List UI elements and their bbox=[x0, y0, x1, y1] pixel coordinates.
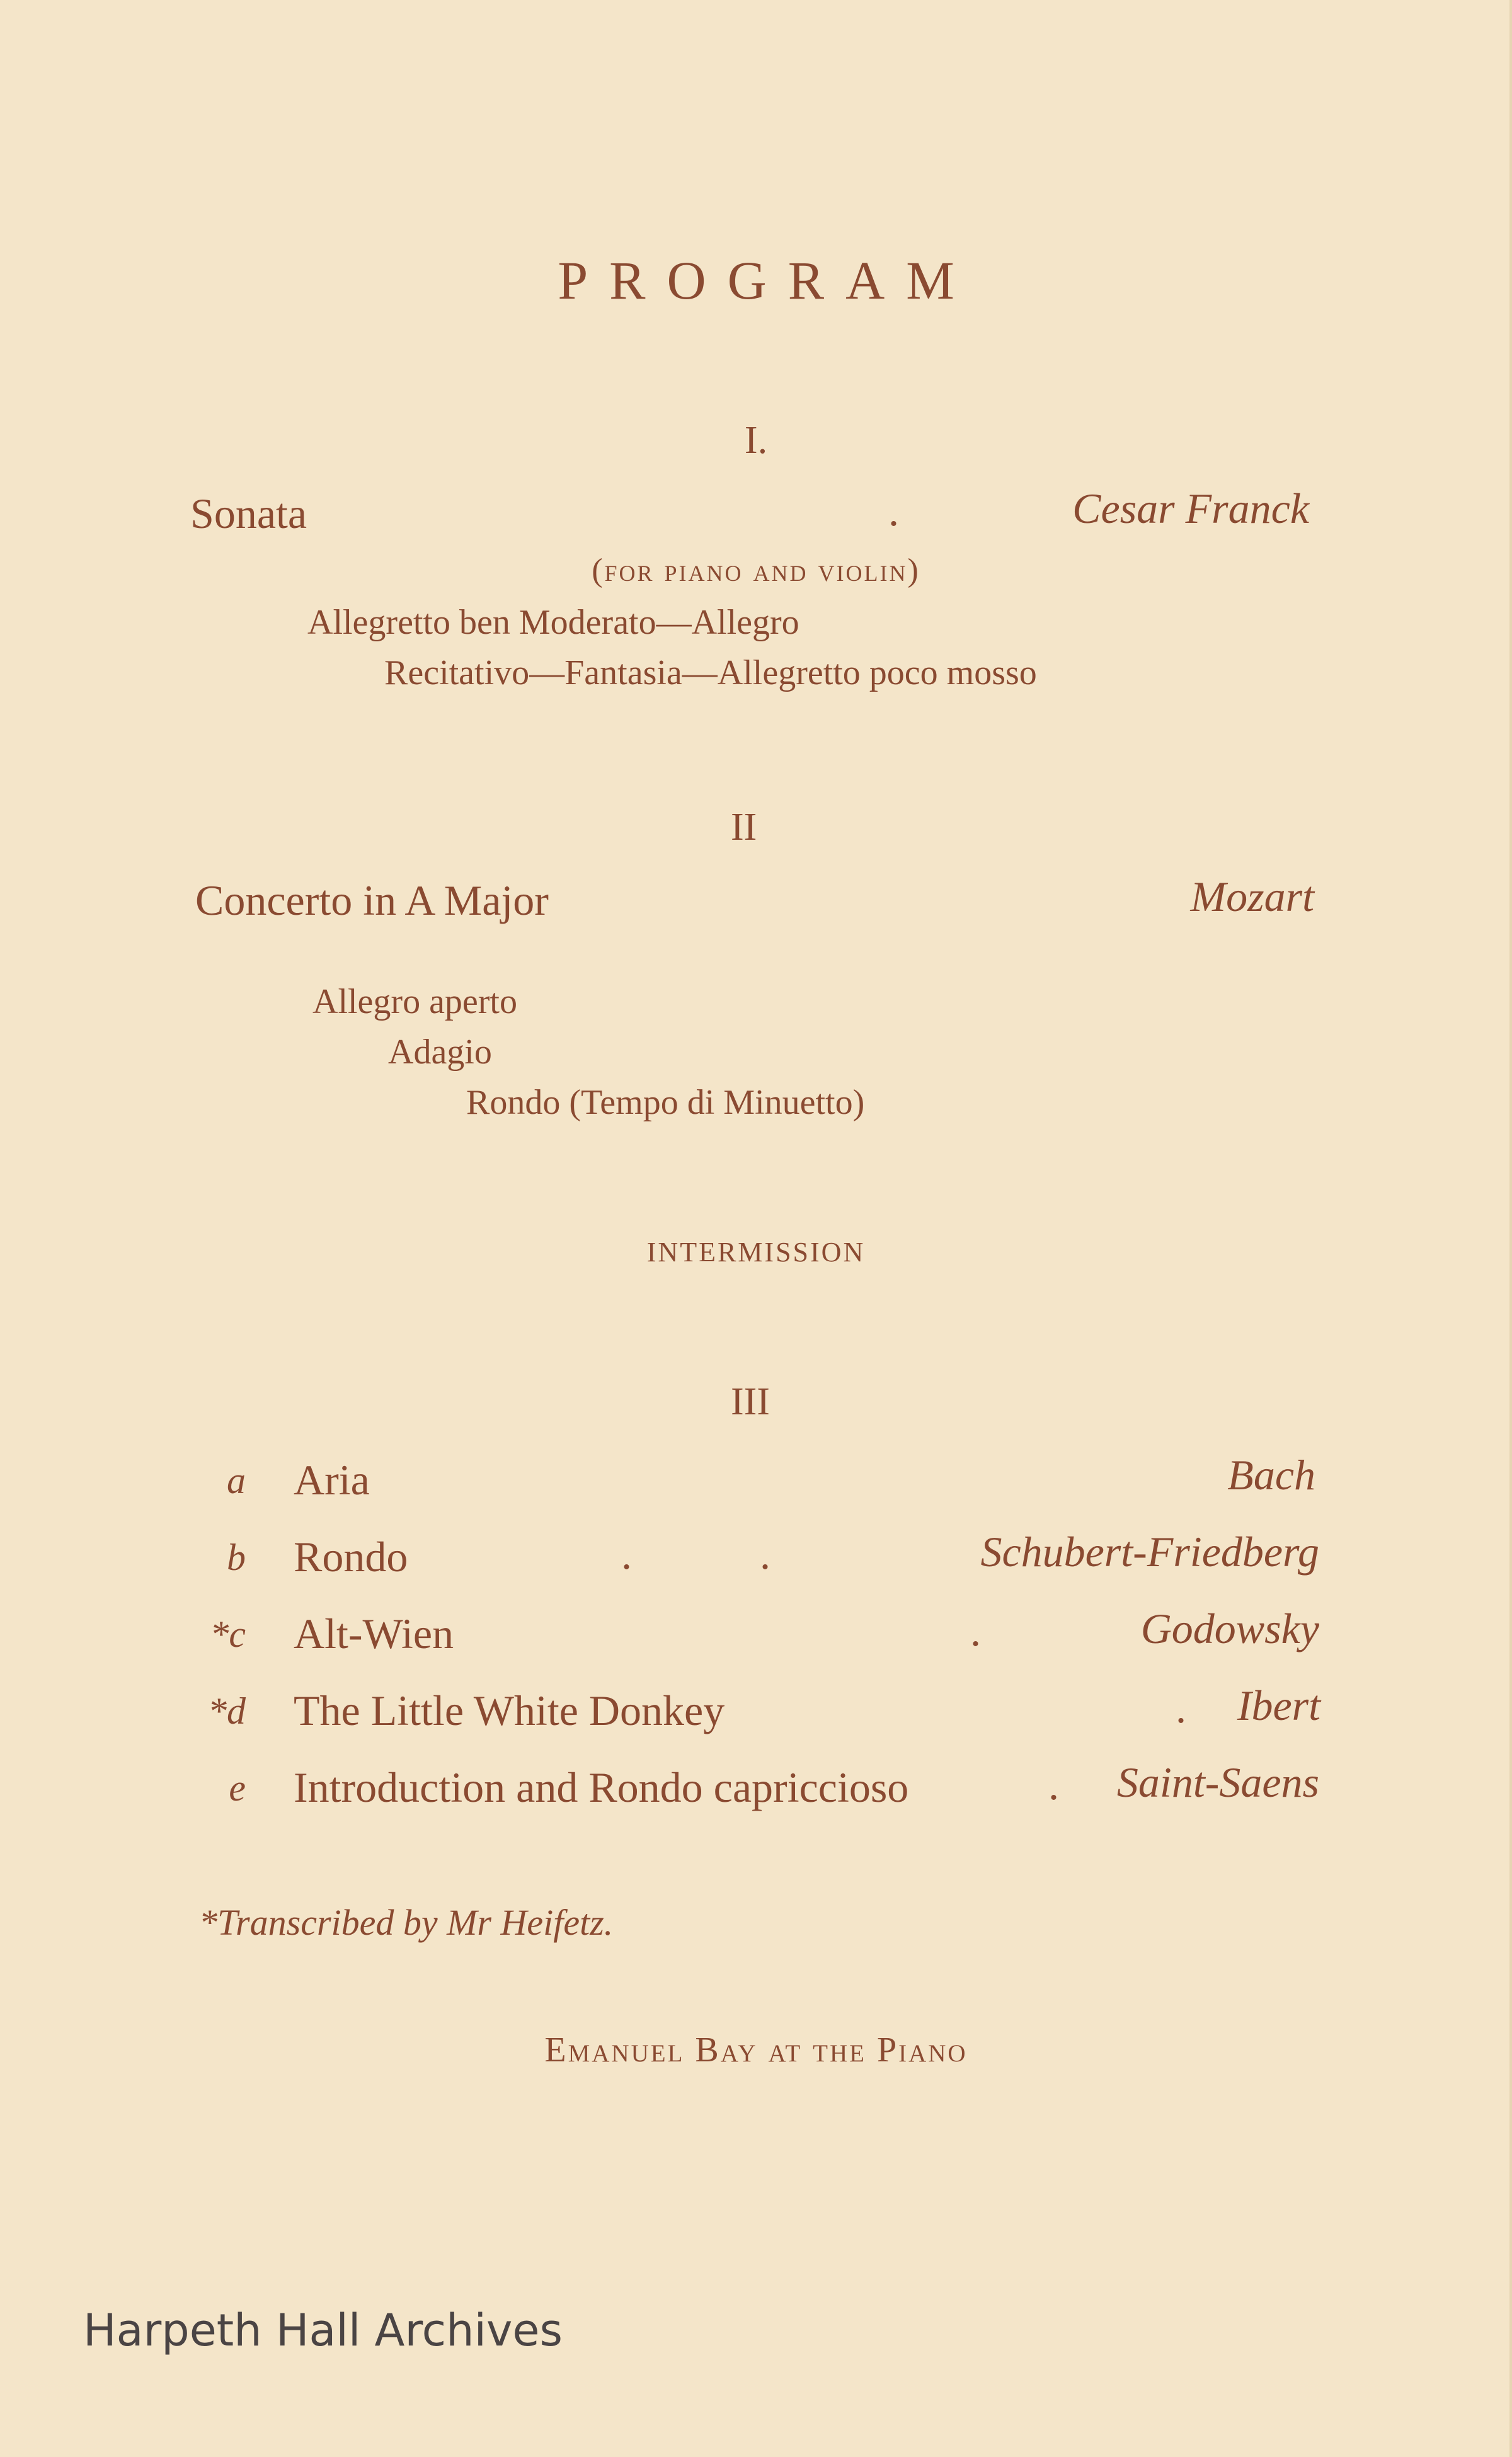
part-2-movement-1: Allegro aperto bbox=[312, 982, 517, 1021]
part-2-movement-3: Rondo (Tempo di Minuetto) bbox=[466, 1083, 865, 1122]
leader-dot: . bbox=[760, 1530, 770, 1578]
leader-dot: . bbox=[970, 1607, 981, 1655]
part-1-movement-1: Allegretto ben Moderato—Allegro bbox=[307, 603, 799, 642]
item-work-d: The Little White Donkey bbox=[294, 1687, 725, 1734]
item-work-a: Aria bbox=[294, 1456, 370, 1504]
leader-dot: . bbox=[1048, 1761, 1059, 1809]
item-letter-e: e bbox=[229, 1767, 246, 1809]
item-letter-b: b bbox=[227, 1537, 246, 1578]
item-composer-e: Saint-Saens bbox=[1116, 1758, 1319, 1806]
archive-watermark: Harpeth Hall Archives bbox=[83, 2305, 563, 2356]
item-letter-a: a bbox=[227, 1460, 246, 1501]
item-composer-d: Ibert bbox=[1237, 1681, 1320, 1729]
part-3-numeral: III bbox=[731, 1380, 770, 1423]
part-2-work: Concerto in A Major bbox=[195, 876, 549, 924]
footnote: *Transcribed by Mr Heifetz. bbox=[199, 1902, 614, 1943]
program-title: PROGRAM bbox=[558, 250, 976, 311]
leader-dot: . bbox=[888, 487, 899, 535]
intermission-label: INTERMISSION bbox=[646, 1237, 866, 1268]
part-1-subtitle: (for piano and violin) bbox=[592, 553, 920, 588]
part-1-work: Sonata bbox=[190, 490, 307, 537]
item-work-e: Introduction and Rondo capriccioso bbox=[294, 1763, 909, 1811]
item-composer-c: Godowsky bbox=[1140, 1605, 1319, 1652]
item-work-c: Alt-Wien bbox=[294, 1610, 454, 1658]
part-1-movement-2: Recitativo—Fantasia—Allegretto poco mosso bbox=[384, 653, 1037, 692]
part-1-numeral: I. bbox=[744, 419, 768, 462]
leader-dot: . bbox=[621, 1530, 632, 1578]
part-1-composer: Cesar Franck bbox=[1072, 484, 1309, 532]
leader-dot: . bbox=[1176, 1684, 1186, 1732]
item-work-b: Rondo bbox=[294, 1533, 408, 1581]
item-letter-d: *d bbox=[208, 1690, 246, 1732]
part-2-movement-2: Adagio bbox=[388, 1033, 492, 1072]
pianist-credit: Emanuel Bay at the Piano bbox=[544, 2030, 968, 2070]
page-edge bbox=[1509, 0, 1512, 2457]
item-composer-a: Bach bbox=[1227, 1451, 1315, 1499]
item-composer-b: Schubert-Friedberg bbox=[980, 1528, 1319, 1576]
part-2-numeral: II bbox=[731, 806, 757, 849]
item-letter-c: *c bbox=[210, 1613, 246, 1655]
part-2-composer: Mozart bbox=[1190, 873, 1314, 920]
